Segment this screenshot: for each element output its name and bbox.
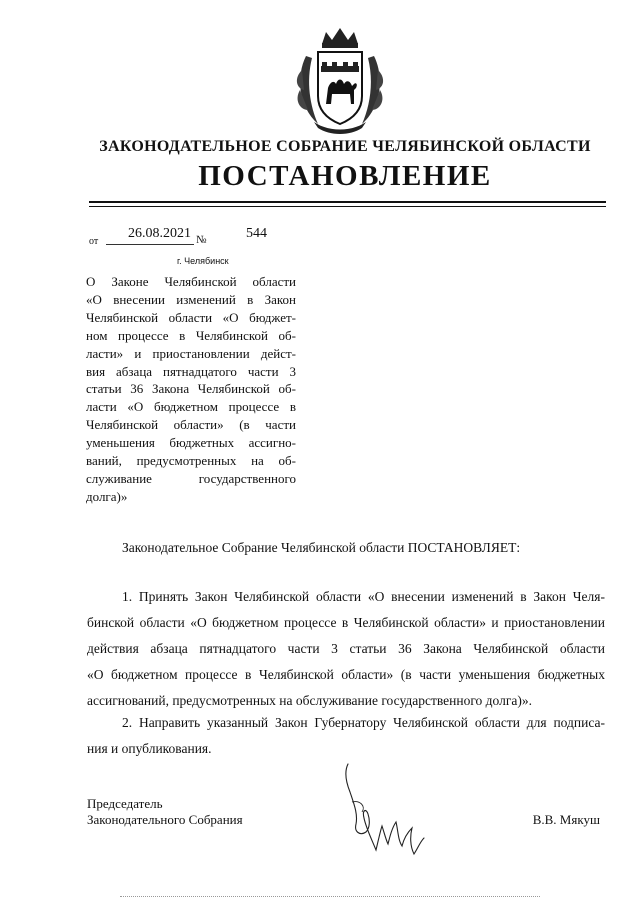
subject-line: ласти» и приостановлении дейст- (86, 345, 296, 361)
paragraph-line: действия абзаца пятнадцатого части 3 статьи 36 Закона Челябинской области (87, 641, 605, 656)
signatory-title-line-2: Законодательного Собрания (87, 812, 243, 827)
subject-line: О Законе Челябинской области (86, 274, 296, 289)
paragraph-line: «О бюджетном процессе в Челябинской области» (в части уменьшения бюджетных (87, 667, 605, 682)
paragraph-line: бинской области «О бюджетном процессе в Челябинской области» и приостановлении (87, 615, 605, 630)
signatory-name: В.В. Мякуш (532, 812, 600, 827)
header-rule-thick (89, 201, 606, 203)
resolution-preamble: Законодательное Собрание Челябинской области ПОСТАНОВЛЯЕТ: (122, 540, 521, 555)
document-date: 26.08.2021 (128, 226, 191, 241)
scan-edge-artifact (120, 896, 540, 897)
subject-line: вия абзаца пятнадцатого части 3 (86, 363, 296, 379)
subject-line: Челябинской области» (в части (86, 417, 296, 433)
subject-line: Челябинской области «О бюджет- (86, 309, 296, 325)
resolution-item-1 (87, 584, 605, 714)
paragraph-line: ния и опубликования. (87, 741, 212, 756)
signatory-title-line-1: Председатель (87, 796, 163, 811)
subject-line: ваний, предусмотренных на об- (86, 453, 296, 469)
number-sign: № (196, 234, 207, 246)
subject-line: ласти «О бюджетном процессе в (86, 399, 296, 415)
date-prefix: от (89, 236, 99, 247)
document-number: 544 (246, 226, 267, 241)
document-subject (86, 273, 296, 506)
subject-line: служивание государственного (86, 470, 296, 486)
organization-title: ЗАКОНОДАТЕЛЬНОЕ СОБРАНИЕ ЧЕЛЯБИНСКОЙ ОБЛАСТИ (99, 138, 591, 155)
subject-line: долга)» (86, 488, 128, 504)
document-city: г. Челябинск (177, 256, 229, 266)
resolution-item-2 (87, 710, 605, 762)
header-rule-thin (89, 206, 606, 207)
subject-line: ном процессе в Челябинской об- (86, 327, 296, 343)
coat-of-arms-emblem (292, 26, 388, 136)
paragraph-line: 1. Принять Закон Челябинской области «О внесении изменений в Закон Челя- (122, 589, 605, 604)
subject-line: «О внесении изменений в Закон (86, 291, 296, 307)
document-type-title: ПОСТАНОВЛЕНИЕ (198, 160, 492, 192)
subject-line: статьи 36 Закона Челябинской об- (86, 381, 296, 397)
handwritten-signature (340, 762, 440, 862)
date-underline (106, 244, 194, 245)
paragraph-line: 2. Направить указанный Закон Губернатору Челябинской области для подписа- (122, 715, 605, 730)
subject-line: уменьшения бюджетных ассигно- (86, 435, 296, 451)
paragraph-line: ассигнований, предусмотренных на обслуживание государственного долга)». (87, 693, 532, 708)
